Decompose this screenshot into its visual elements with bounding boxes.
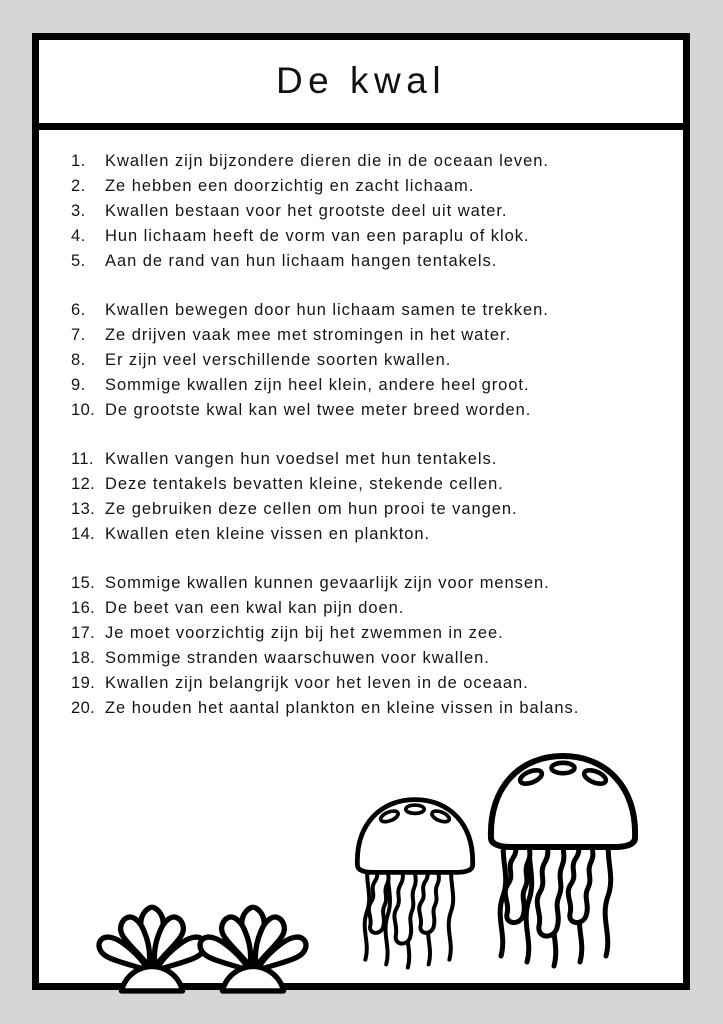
list-item-number: 8. xyxy=(71,351,86,369)
sentence-block-1 xyxy=(71,152,669,277)
list-item-text: De beet van een kwal kan pijn doen. xyxy=(105,599,405,617)
sentence-block-4 xyxy=(71,574,669,724)
list-item-text: Aan de rand van hun lichaam hangen tentakels. xyxy=(105,252,498,270)
list-item-text: Ze drijven vaak mee met stromingen in het water. xyxy=(105,326,512,344)
list-item xyxy=(71,152,669,177)
list-item xyxy=(71,599,669,624)
list-item-number: 10. xyxy=(71,401,96,419)
list-item xyxy=(71,401,669,426)
list-item xyxy=(71,674,669,699)
list-item xyxy=(71,177,669,202)
list-item-number: 6. xyxy=(71,301,86,319)
list-item xyxy=(71,624,669,649)
list-item-number: 19. xyxy=(71,674,96,692)
list-item-number: 12. xyxy=(71,475,96,493)
list-item-number: 17. xyxy=(71,624,96,642)
list-item-text: Kwallen vangen hun voedsel met hun tentakels. xyxy=(105,450,498,468)
list-item-number: 5. xyxy=(71,252,86,270)
list-item-text: De grootste kwal kan wel twee meter breed worden. xyxy=(105,401,532,419)
list-item-number: 16. xyxy=(71,599,96,617)
list-item-text: Sommige kwallen kunnen gevaarlijk zijn voor mensen. xyxy=(105,574,550,592)
list-item xyxy=(71,574,669,599)
list-item-text: Je moet voorzichtig zijn bij het zwemmen in zee. xyxy=(105,624,504,642)
list-item-number: 9. xyxy=(71,376,86,394)
list-item-number: 7. xyxy=(71,326,86,344)
list-item xyxy=(71,301,669,326)
list-item xyxy=(71,202,669,227)
page-title: De kwal xyxy=(275,60,447,101)
list-item-text: Ze hebben een doorzichtig en zacht lichaam. xyxy=(105,177,475,195)
sentence-block-3 xyxy=(71,450,669,550)
list-item-number: 11. xyxy=(71,450,94,468)
worksheet-frame xyxy=(32,33,690,990)
list-item-text: Kwallen zijn bijzondere dieren die in de oceaan leven. xyxy=(105,152,549,170)
list-item-text: Er zijn veel verschillende soorten kwallen. xyxy=(105,351,452,369)
list-item-text: Hun lichaam heeft de vorm van een paraplu of klok. xyxy=(105,227,530,245)
list-item xyxy=(71,525,669,550)
list-item xyxy=(71,351,669,376)
list-item xyxy=(71,500,669,525)
list-item xyxy=(71,252,669,277)
list-item-text: Kwallen bewegen door hun lichaam samen te trekken. xyxy=(105,301,549,319)
list-item-number: 15. xyxy=(71,574,96,592)
title-box xyxy=(39,40,683,130)
list-item-number: 20. xyxy=(71,699,96,717)
list-item-text: Kwallen bestaan voor het grootste deel uit water. xyxy=(105,202,508,220)
list-item xyxy=(71,475,669,500)
list-item-text: Sommige stranden waarschuwen voor kwallen. xyxy=(105,649,490,667)
list-item xyxy=(71,450,669,475)
list-item-number: 4. xyxy=(71,227,86,245)
list-item-text: Sommige kwallen zijn heel klein, andere heel groot. xyxy=(105,376,530,394)
list-item xyxy=(71,227,669,252)
list-item xyxy=(71,376,669,401)
list-item-text: Ze houden het aantal plankton en kleine vissen in balans. xyxy=(105,699,580,717)
list-item-text: Deze tentakels bevatten kleine, stekende cellen. xyxy=(105,475,504,493)
sentence-block-2 xyxy=(71,301,669,426)
list-item-number: 1. xyxy=(71,152,86,170)
sentence-list xyxy=(39,130,683,983)
list-item-text: Kwallen eten kleine vissen en plankton. xyxy=(105,525,431,543)
list-item-number: 2. xyxy=(71,177,86,195)
list-item-number: 13. xyxy=(71,500,96,518)
list-item xyxy=(71,326,669,351)
list-item-number: 14. xyxy=(71,525,96,543)
list-item-text: Kwallen zijn belangrijk voor het leven in de oceaan. xyxy=(105,674,529,692)
list-item xyxy=(71,649,669,674)
list-item xyxy=(71,699,669,724)
list-item-number: 18. xyxy=(71,649,96,667)
list-item-text: Ze gebruiken deze cellen om hun prooi te vangen. xyxy=(105,500,518,518)
list-item-number: 3. xyxy=(71,202,86,220)
